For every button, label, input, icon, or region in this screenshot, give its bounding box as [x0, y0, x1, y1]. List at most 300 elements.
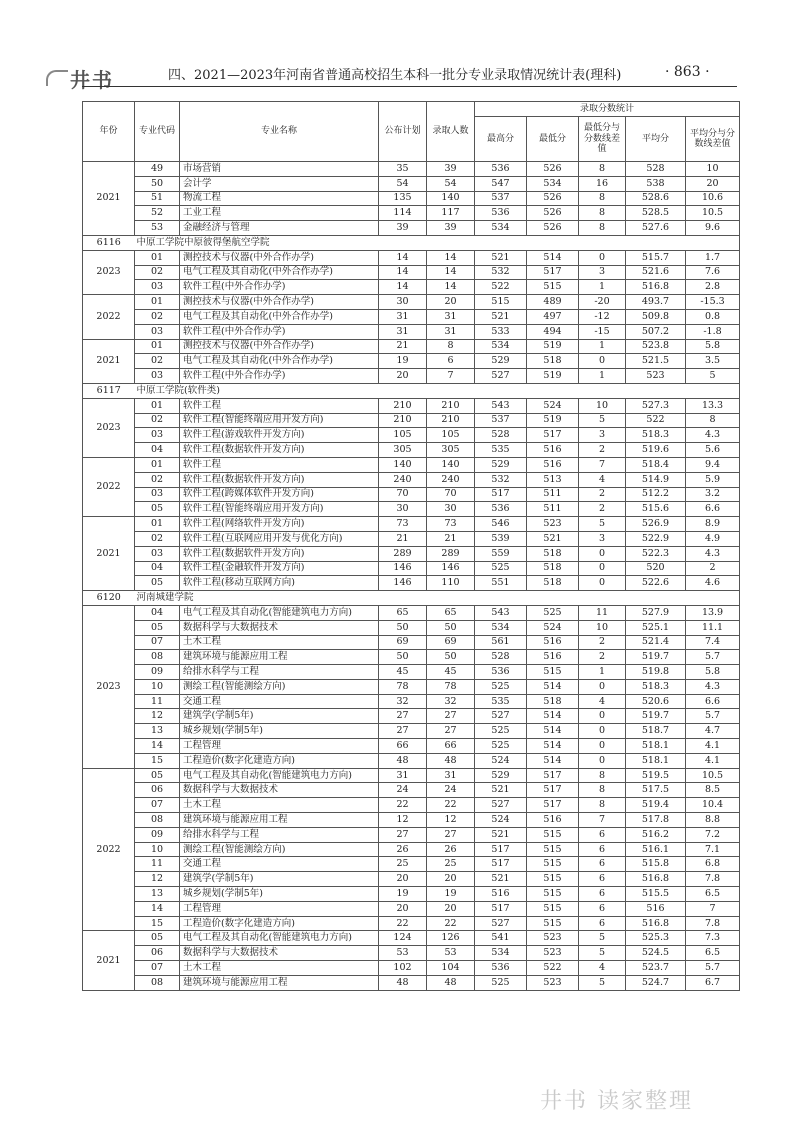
admitted-cell: 65 — [427, 605, 475, 620]
lowest-diff-cell: 8 — [579, 221, 626, 236]
lowest-cell: 515 — [527, 857, 579, 872]
major-name-cell: 建筑环境与能源应用工程 — [180, 650, 379, 665]
lowest-diff-cell: 3 — [579, 531, 626, 546]
major-name-cell: 软件工程 — [180, 398, 379, 413]
plan-cell: 102 — [379, 961, 427, 976]
lowest-cell: 514 — [527, 250, 579, 265]
lowest-diff-cell: 2 — [579, 650, 626, 665]
plan-cell: 22 — [379, 798, 427, 813]
plan-cell: 135 — [379, 191, 427, 206]
major-code-cell: 06 — [135, 783, 180, 798]
plan-cell: 146 — [379, 561, 427, 576]
lowest-cell: 515 — [527, 827, 579, 842]
highest-cell: 537 — [475, 413, 527, 428]
table-row — [83, 709, 740, 724]
plan-cell: 140 — [379, 457, 427, 472]
average-cell: 525.1 — [626, 620, 686, 635]
plan-cell: 12 — [379, 813, 427, 828]
table-row — [83, 946, 740, 961]
average-cell: 521.5 — [626, 354, 686, 369]
header-year: 年份 — [83, 102, 135, 162]
admitted-cell: 146 — [427, 561, 475, 576]
average-cell: 519.8 — [626, 665, 686, 680]
highest-cell: 525 — [475, 561, 527, 576]
lowest-diff-cell: 6 — [579, 916, 626, 931]
plan-cell: 24 — [379, 783, 427, 798]
page-number: · 863 · — [665, 64, 710, 80]
table-row — [83, 546, 740, 561]
lowest-diff-cell: 8 — [579, 191, 626, 206]
plan-cell: 210 — [379, 413, 427, 428]
major-code-cell: 03 — [135, 324, 180, 339]
lowest-diff-cell: 0 — [579, 576, 626, 591]
admitted-cell: 240 — [427, 472, 475, 487]
lowest-cell: 514 — [527, 753, 579, 768]
table-row — [83, 221, 740, 236]
major-code-cell: 09 — [135, 827, 180, 842]
table-row — [83, 443, 740, 458]
lowest-cell: 516 — [527, 443, 579, 458]
major-name-cell: 软件工程(中外合作办学) — [180, 369, 379, 384]
avg-diff-cell: 13.3 — [686, 398, 740, 413]
average-cell: 519.5 — [626, 768, 686, 783]
highest-cell: 559 — [475, 546, 527, 561]
avg-diff-cell: 6.5 — [686, 887, 740, 902]
lowest-cell: 519 — [527, 369, 579, 384]
avg-diff-cell: 5.8 — [686, 339, 740, 354]
admitted-cell: 20 — [427, 295, 475, 310]
admitted-cell: 140 — [427, 191, 475, 206]
lowest-cell: 519 — [527, 339, 579, 354]
lowest-diff-cell: 10 — [579, 620, 626, 635]
lowest-cell: 523 — [527, 946, 579, 961]
major-name-cell: 软件工程(中外合作办学) — [180, 324, 379, 339]
avg-diff-cell: 6.6 — [686, 694, 740, 709]
major-code-cell: 03 — [135, 546, 180, 561]
major-name-cell: 电气工程及其自动化(智能建筑电力方向) — [180, 768, 379, 783]
lowest-diff-cell: 0 — [579, 679, 626, 694]
highest-cell: 522 — [475, 280, 527, 295]
plan-cell: 27 — [379, 709, 427, 724]
average-cell: 518.3 — [626, 679, 686, 694]
average-cell: 493.7 — [626, 295, 686, 310]
plan-cell: 21 — [379, 531, 427, 546]
major-name-cell: 软件工程(智能终端应用开发方向) — [180, 413, 379, 428]
average-cell: 525.3 — [626, 931, 686, 946]
table-row — [83, 798, 740, 813]
admitted-cell: 25 — [427, 857, 475, 872]
major-code-cell: 08 — [135, 975, 180, 990]
plan-cell: 289 — [379, 546, 427, 561]
avg-diff-cell: 4.1 — [686, 739, 740, 754]
lowest-cell: 525 — [527, 605, 579, 620]
highest-cell: 547 — [475, 176, 527, 191]
college-code: 6116 — [83, 235, 135, 250]
admitted-cell: 7 — [427, 369, 475, 384]
avg-diff-cell: -1.8 — [686, 324, 740, 339]
plan-cell: 114 — [379, 206, 427, 221]
year-cell: 2021 — [83, 339, 135, 383]
table-row — [83, 931, 740, 946]
lowest-cell: 497 — [527, 309, 579, 324]
table-row — [83, 191, 740, 206]
lowest-cell: 513 — [527, 472, 579, 487]
table-row — [83, 324, 740, 339]
plan-cell: 105 — [379, 428, 427, 443]
admitted-cell: 22 — [427, 916, 475, 931]
highest-cell: 543 — [475, 605, 527, 620]
major-code-cell: 14 — [135, 739, 180, 754]
major-code-cell: 01 — [135, 457, 180, 472]
average-cell: 518.1 — [626, 739, 686, 754]
avg-diff-cell: 5.8 — [686, 665, 740, 680]
lowest-diff-cell: 0 — [579, 546, 626, 561]
average-cell: 523.8 — [626, 339, 686, 354]
avg-diff-cell: 2.8 — [686, 280, 740, 295]
admitted-cell: 31 — [427, 309, 475, 324]
table-row — [83, 398, 740, 413]
highest-cell: 541 — [475, 931, 527, 946]
year-cell: 2023 — [83, 398, 135, 457]
lowest-diff-cell: 4 — [579, 694, 626, 709]
lowest-cell: 524 — [527, 398, 579, 413]
major-code-cell: 05 — [135, 768, 180, 783]
admitted-cell: 20 — [427, 901, 475, 916]
lowest-cell: 534 — [527, 176, 579, 191]
major-code-cell: 08 — [135, 650, 180, 665]
avg-diff-cell: -15.3 — [686, 295, 740, 310]
avg-diff-cell: 8.5 — [686, 783, 740, 798]
admitted-cell: 12 — [427, 813, 475, 828]
lowest-cell: 523 — [527, 975, 579, 990]
lowest-diff-cell: 2 — [579, 635, 626, 650]
lowest-cell: 515 — [527, 280, 579, 295]
lowest-diff-cell: 0 — [579, 709, 626, 724]
lowest-cell: 515 — [527, 842, 579, 857]
lowest-diff-cell: 3 — [579, 265, 626, 280]
highest-cell: 536 — [475, 162, 527, 177]
lowest-diff-cell: 8 — [579, 783, 626, 798]
lowest-diff-cell: 0 — [579, 724, 626, 739]
lowest-diff-cell: 5 — [579, 413, 626, 428]
admitted-cell: 39 — [427, 162, 475, 177]
lowest-cell: 526 — [527, 162, 579, 177]
lowest-diff-cell: 4 — [579, 961, 626, 976]
watermark: 井书 读家整理 — [540, 1089, 693, 1114]
plan-cell: 30 — [379, 295, 427, 310]
avg-diff-cell: 4.1 — [686, 753, 740, 768]
average-cell: 515.6 — [626, 502, 686, 517]
plan-cell: 65 — [379, 605, 427, 620]
avg-diff-cell: 4.3 — [686, 428, 740, 443]
avg-diff-cell: 7.8 — [686, 872, 740, 887]
admission-table — [82, 101, 740, 991]
highest-cell: 525 — [475, 724, 527, 739]
avg-diff-cell: 9.6 — [686, 221, 740, 236]
highest-cell: 525 — [475, 975, 527, 990]
lowest-diff-cell: -20 — [579, 295, 626, 310]
average-cell: 527.3 — [626, 398, 686, 413]
avg-diff-cell: 3.2 — [686, 487, 740, 502]
average-cell: 518.4 — [626, 457, 686, 472]
lowest-diff-cell: 8 — [579, 768, 626, 783]
major-name-cell: 工程造价(数字化建造方向) — [180, 753, 379, 768]
table-row — [83, 339, 740, 354]
lowest-diff-cell: 4 — [579, 472, 626, 487]
avg-diff-cell: 7.4 — [686, 635, 740, 650]
major-name-cell: 土木工程 — [180, 635, 379, 650]
plan-cell: 54 — [379, 176, 427, 191]
admitted-cell: 210 — [427, 413, 475, 428]
lowest-cell: 526 — [527, 221, 579, 236]
lowest-diff-cell: 2 — [579, 502, 626, 517]
major-code-cell: 04 — [135, 561, 180, 576]
average-cell: 518.3 — [626, 428, 686, 443]
highest-cell: 527 — [475, 916, 527, 931]
avg-diff-cell: 8 — [686, 413, 740, 428]
lowest-cell: 518 — [527, 561, 579, 576]
average-cell: 518.7 — [626, 724, 686, 739]
major-code-cell: 02 — [135, 413, 180, 428]
avg-diff-cell: 3.5 — [686, 354, 740, 369]
admitted-cell: 19 — [427, 887, 475, 902]
table-row — [83, 265, 740, 280]
average-cell: 523 — [626, 369, 686, 384]
lowest-cell: 511 — [527, 487, 579, 502]
year-cell: 2021 — [83, 517, 135, 591]
admitted-cell: 22 — [427, 798, 475, 813]
plan-cell: 73 — [379, 517, 427, 532]
average-cell: 528 — [626, 162, 686, 177]
header-average: 平均分 — [626, 117, 686, 162]
plan-cell: 30 — [379, 502, 427, 517]
lowest-cell: 518 — [527, 354, 579, 369]
admitted-cell: 104 — [427, 961, 475, 976]
year-cell: 2023 — [83, 605, 135, 768]
highest-cell: 516 — [475, 887, 527, 902]
major-name-cell: 软件工程(智能终端应用开发方向) — [180, 502, 379, 517]
major-name-cell: 软件工程(数据软件开发方向) — [180, 443, 379, 458]
major-name-cell: 建筑学(学制5年) — [180, 872, 379, 887]
year-cell: 2021 — [83, 162, 135, 236]
avg-diff-cell: 7.8 — [686, 916, 740, 931]
admitted-cell: 27 — [427, 709, 475, 724]
plan-cell: 20 — [379, 369, 427, 384]
highest-cell: 534 — [475, 946, 527, 961]
major-name-cell: 软件工程(数据软件开发方向) — [180, 472, 379, 487]
table-row — [83, 901, 740, 916]
lowest-cell: 517 — [527, 428, 579, 443]
highest-cell: 536 — [475, 206, 527, 221]
major-code-cell: 12 — [135, 872, 180, 887]
highest-cell: 534 — [475, 620, 527, 635]
average-cell: 519.7 — [626, 650, 686, 665]
average-cell: 522.3 — [626, 546, 686, 561]
table-row — [83, 753, 740, 768]
lowest-diff-cell: -12 — [579, 309, 626, 324]
lowest-diff-cell: 6 — [579, 842, 626, 857]
lowest-diff-cell: 16 — [579, 176, 626, 191]
table-row — [83, 206, 740, 221]
major-code-cell: 03 — [135, 280, 180, 295]
lowest-diff-cell: 11 — [579, 605, 626, 620]
lowest-diff-cell: 0 — [579, 250, 626, 265]
major-name-cell: 软件工程(金融软件开发方向) — [180, 561, 379, 576]
college-row — [83, 235, 740, 250]
lowest-diff-cell: 5 — [579, 946, 626, 961]
admitted-cell: 31 — [427, 324, 475, 339]
average-cell: 520 — [626, 561, 686, 576]
major-code-cell: 04 — [135, 443, 180, 458]
highest-cell: 533 — [475, 324, 527, 339]
highest-cell: 524 — [475, 813, 527, 828]
highest-cell: 535 — [475, 443, 527, 458]
major-code-cell: 07 — [135, 961, 180, 976]
highest-cell: 536 — [475, 502, 527, 517]
lowest-cell: 515 — [527, 665, 579, 680]
plan-cell: 32 — [379, 694, 427, 709]
highest-cell: 527 — [475, 369, 527, 384]
lowest-diff-cell: 10 — [579, 398, 626, 413]
major-code-cell: 04 — [135, 605, 180, 620]
table-row — [83, 842, 740, 857]
page-title: 四、2021—2023年河南省普通高校招生本科一批分专业录取情况统计表(理科) — [168, 68, 622, 83]
major-code-cell: 06 — [135, 946, 180, 961]
admitted-cell: 26 — [427, 842, 475, 857]
highest-cell: 528 — [475, 650, 527, 665]
major-name-cell: 建筑环境与能源应用工程 — [180, 813, 379, 828]
plan-cell: 305 — [379, 443, 427, 458]
avg-diff-cell: 6.6 — [686, 502, 740, 517]
highest-cell: 529 — [475, 457, 527, 472]
admitted-cell: 48 — [427, 975, 475, 990]
major-name-cell: 电气工程及其自动化(中外合作办学) — [180, 265, 379, 280]
header-major-name: 专业名称 — [180, 102, 379, 162]
year-cell: 2021 — [83, 931, 135, 990]
highest-cell: 527 — [475, 709, 527, 724]
header-lowest: 最低分 — [527, 117, 579, 162]
table-row — [83, 295, 740, 310]
average-cell: 515.7 — [626, 250, 686, 265]
highest-cell: 524 — [475, 753, 527, 768]
major-code-cell: 03 — [135, 369, 180, 384]
highest-cell: 532 — [475, 472, 527, 487]
table-row — [83, 827, 740, 842]
plan-cell: 39 — [379, 221, 427, 236]
major-name-cell: 给排水科学与工程 — [180, 665, 379, 680]
highest-cell: 534 — [475, 221, 527, 236]
admitted-cell: 27 — [427, 827, 475, 842]
major-code-cell: 01 — [135, 339, 180, 354]
plan-cell: 27 — [379, 827, 427, 842]
admitted-cell: 48 — [427, 753, 475, 768]
major-name-cell: 测绘工程(智能测绘方向) — [180, 842, 379, 857]
major-name-cell: 市场营销 — [180, 162, 379, 177]
college-row — [83, 383, 740, 398]
major-code-cell: 05 — [135, 931, 180, 946]
lowest-diff-cell: 8 — [579, 798, 626, 813]
major-name-cell: 电气工程及其自动化(中外合作办学) — [180, 309, 379, 324]
highest-cell: 521 — [475, 827, 527, 842]
average-cell: 519.4 — [626, 798, 686, 813]
average-cell: 514.9 — [626, 472, 686, 487]
avg-diff-cell: 5.7 — [686, 709, 740, 724]
average-cell: 516 — [626, 901, 686, 916]
header-highest: 最高分 — [475, 117, 527, 162]
lowest-cell: 518 — [527, 546, 579, 561]
highest-cell: 551 — [475, 576, 527, 591]
major-name-cell: 城乡规划(学制5年) — [180, 724, 379, 739]
table-row — [83, 250, 740, 265]
table-row — [83, 502, 740, 517]
major-code-cell: 03 — [135, 487, 180, 502]
major-code-cell: 12 — [135, 709, 180, 724]
highest-cell: 546 — [475, 517, 527, 532]
publisher-logo: 井书 — [70, 64, 114, 93]
table-row — [83, 916, 740, 931]
major-name-cell: 交通工程 — [180, 694, 379, 709]
avg-diff-cell: 11.1 — [686, 620, 740, 635]
lowest-diff-cell: 2 — [579, 487, 626, 502]
admitted-cell: 8 — [427, 339, 475, 354]
table-row — [83, 665, 740, 680]
table-row — [83, 739, 740, 754]
table-row — [83, 857, 740, 872]
plan-cell: 70 — [379, 487, 427, 502]
major-code-cell: 11 — [135, 857, 180, 872]
avg-diff-cell: 10.5 — [686, 206, 740, 221]
lowest-diff-cell: 2 — [579, 443, 626, 458]
plan-cell: 124 — [379, 931, 427, 946]
admitted-cell: 53 — [427, 946, 475, 961]
major-name-cell: 工业工程 — [180, 206, 379, 221]
table-row — [83, 635, 740, 650]
table-row — [83, 605, 740, 620]
admitted-cell: 140 — [427, 457, 475, 472]
major-name-cell: 软件工程(游戏软件开发方向) — [180, 428, 379, 443]
major-code-cell: 10 — [135, 842, 180, 857]
avg-diff-cell: 20 — [686, 176, 740, 191]
admitted-cell: 70 — [427, 487, 475, 502]
major-name-cell: 数据科学与大数据技术 — [180, 620, 379, 635]
major-name-cell: 建筑学(学制5年) — [180, 709, 379, 724]
plan-cell: 50 — [379, 650, 427, 665]
avg-diff-cell: 5.7 — [686, 650, 740, 665]
major-code-cell: 02 — [135, 531, 180, 546]
lowest-diff-cell: 0 — [579, 561, 626, 576]
plan-cell: 14 — [379, 265, 427, 280]
average-cell: 507.2 — [626, 324, 686, 339]
highest-cell: 517 — [475, 487, 527, 502]
highest-cell: 525 — [475, 739, 527, 754]
major-name-cell: 交通工程 — [180, 857, 379, 872]
lowest-diff-cell: 8 — [579, 206, 626, 221]
highest-cell: 529 — [475, 354, 527, 369]
average-cell: 519.7 — [626, 709, 686, 724]
lowest-cell: 515 — [527, 872, 579, 887]
highest-cell: 536 — [475, 961, 527, 976]
plan-cell: 31 — [379, 309, 427, 324]
plan-cell: 78 — [379, 679, 427, 694]
lowest-cell: 514 — [527, 709, 579, 724]
average-cell: 512.2 — [626, 487, 686, 502]
avg-diff-cell: 7.1 — [686, 842, 740, 857]
lowest-cell: 494 — [527, 324, 579, 339]
table-row — [83, 369, 740, 384]
highest-cell: 528 — [475, 428, 527, 443]
major-name-cell: 测控技术与仪器(中外合作办学) — [180, 339, 379, 354]
average-cell: 522 — [626, 413, 686, 428]
